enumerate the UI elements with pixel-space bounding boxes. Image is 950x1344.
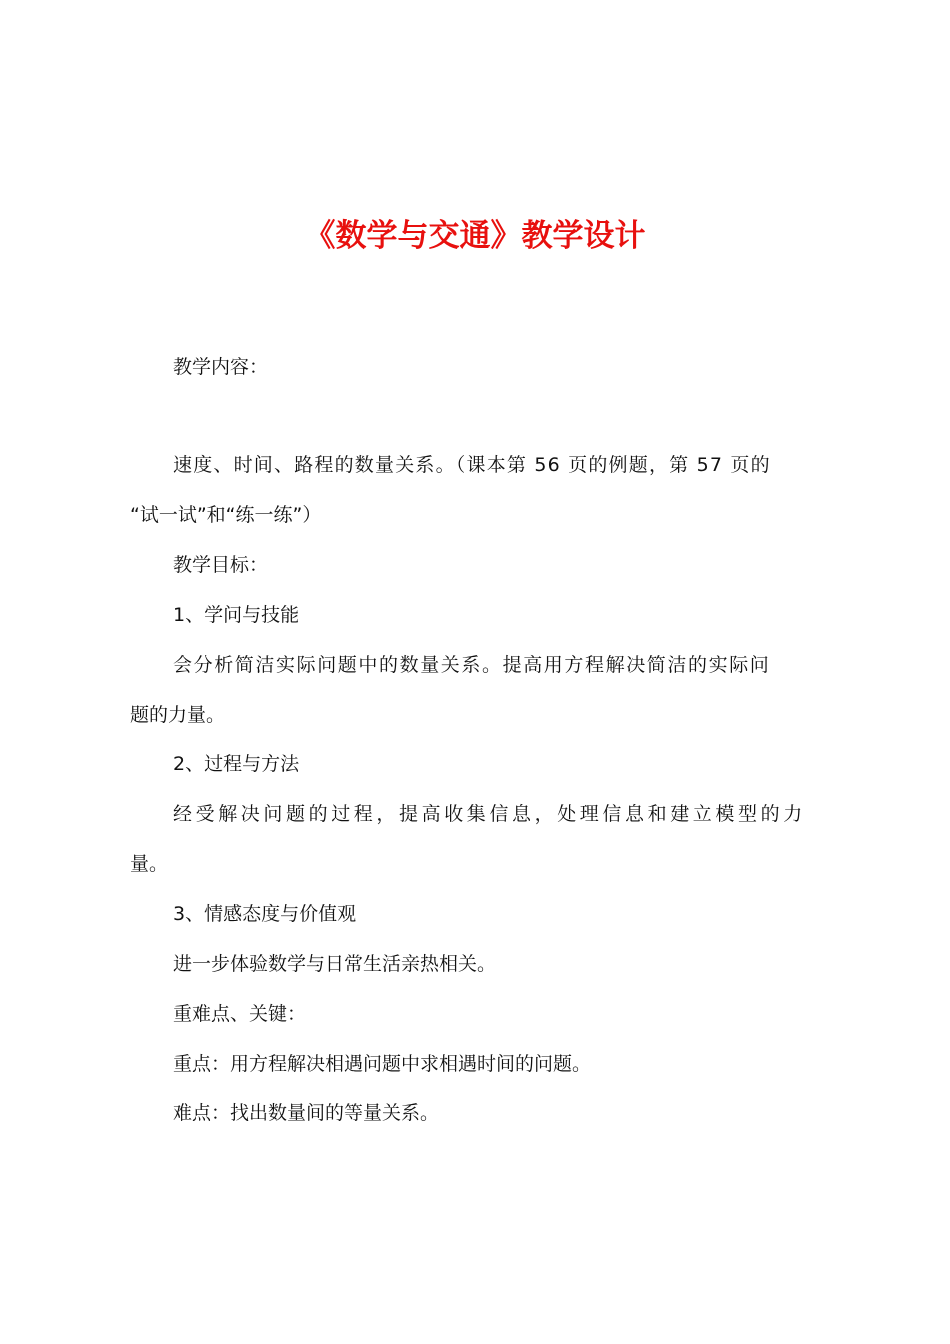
goal-2-line-1: 经受解决问题的过程，提高收集信息，处理信息和建立模型的力 xyxy=(173,803,806,825)
goal-2-heading: 2、过程与方法 xyxy=(173,753,300,775)
goal-1-line-2: 题的力量。 xyxy=(130,704,226,726)
document-title: 《数学与交通》教学设计 xyxy=(304,218,646,254)
goal-3-line-1: 进一步体验数学与日常生活亲热相关。 xyxy=(173,953,497,975)
keys-heading: 重难点、关键： xyxy=(173,1003,307,1025)
goal-3-heading: 3、情感态度与价值观 xyxy=(173,903,357,925)
key-point: 重点：用方程解决相遇问题中求相遇时间的问题。 xyxy=(173,1053,592,1075)
goal-2-line-2: 量。 xyxy=(130,853,169,875)
goals-heading: 教学目标： xyxy=(173,554,269,576)
content-heading: 教学内容： xyxy=(173,356,269,378)
goal-1-line-1: 会分析简洁实际问题中的数量关系。提高用方程解决简洁的实际问 xyxy=(173,654,771,676)
content-paragraph-line-1: 速度、时间、路程的数量关系。（课本第 56 页的例题，第 57 页的 xyxy=(173,454,771,476)
difficult-point: 难点：找出数量间的等量关系。 xyxy=(173,1102,440,1124)
goal-1-heading: 1、学问与技能 xyxy=(173,604,300,626)
content-paragraph-line-2: “试一试”和“练一练”） xyxy=(130,504,322,526)
